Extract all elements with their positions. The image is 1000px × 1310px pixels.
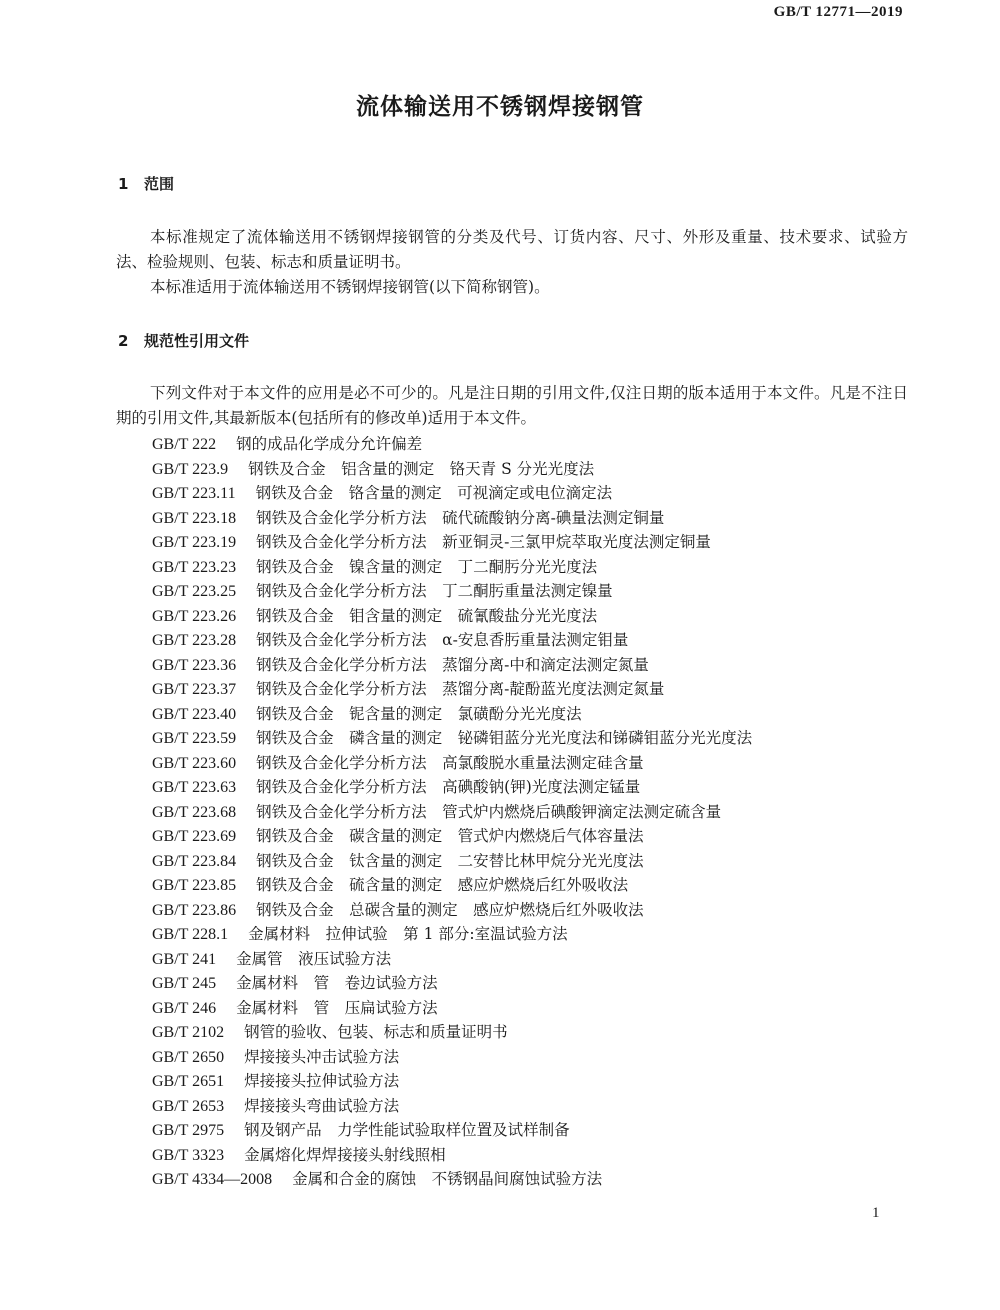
reference-title: 金属材料 拉伸试验 第 1 部分:室温试验方法 [248, 925, 568, 943]
reference-item [152, 628, 752, 653]
section-1-paragraph-2: 本标准适用于流体输送用不锈钢焊接钢管(以下简称钢管)。 [150, 278, 550, 296]
reference-title: 钢铁及合金化学分析方法 α-安息香肟重量法测定钼量 [256, 631, 629, 649]
reference-code: GB/T 223.19 [152, 534, 237, 551]
reference-item [152, 800, 752, 825]
reference-title: 钢铁及合金化学分析方法 丁二酮肟重量法测定镍量 [256, 582, 613, 600]
reference-item [152, 971, 752, 996]
reference-title: 焊接接头冲击试验方法 [244, 1047, 400, 1066]
reference-code: GB/T 223.59 [152, 730, 237, 747]
reference-item [152, 1143, 752, 1168]
reference-code: GB/T 4334—2008 [152, 1171, 273, 1188]
reference-title: 钢铁及合金 硫含量的测定 感应炉燃烧后红外吸收法 [256, 876, 629, 894]
reference-item [152, 996, 752, 1021]
reference-code: GB/T 223.26 [152, 607, 237, 625]
reference-item [152, 1045, 752, 1070]
reference-code: GB/T 223.86 [152, 901, 237, 919]
reference-code: GB/T 223.37 [152, 681, 237, 698]
reference-code: GB/T 223.11 [152, 485, 236, 502]
reference-item [152, 922, 752, 947]
reference-item [152, 555, 752, 580]
reference-title: 金属熔化焊焊接接头射线照相 [244, 1145, 446, 1164]
reference-item [152, 653, 752, 678]
reference-title: 钢铁及合金 铬含量的测定 可视滴定或电位滴定法 [255, 484, 613, 502]
reference-item [152, 604, 752, 629]
reference-code: GB/T 3323 [152, 1146, 225, 1164]
reference-code: GB/T 223.9 [152, 460, 229, 478]
section-1-heading [118, 173, 174, 194]
reference-title: 钢铁及合金化学分析方法 高氯酸脱水重量法测定硅含量 [256, 753, 644, 772]
reference-item [152, 824, 752, 849]
reference-code: GB/T 223.68 [152, 803, 237, 821]
reference-code: GB/T 223.69 [152, 828, 237, 845]
reference-code: GB/T 245 [152, 975, 217, 992]
reference-title: 钢铁及合金 磷含量的测定 铋磷钼蓝分光光度法和锑磷钼蓝分光光度法 [256, 729, 753, 747]
reference-code: GB/T 2651 [152, 1073, 225, 1090]
reference-item [152, 530, 752, 555]
reference-code: GB/T 223.36 [152, 656, 237, 674]
reference-item [152, 947, 752, 972]
reference-item [152, 751, 752, 776]
page-number: 1 [872, 1205, 880, 1221]
reference-code: GB/T 223.60 [152, 754, 237, 772]
section-number: 2 [118, 332, 129, 350]
reference-title: 钢铁及合金 镍含量的测定 丁二酮肟分光光度法 [256, 557, 598, 576]
reference-title: 金属管 液压试验方法 [236, 949, 392, 968]
reference-title: 钢铁及合金化学分析方法 高碘酸钠(钾)光度法测定锰量 [256, 778, 641, 796]
reference-item [152, 1118, 752, 1143]
normative-references-list [152, 432, 752, 1192]
reference-item [152, 873, 752, 898]
reference-code: GB/T 223.23 [152, 558, 237, 576]
reference-item [152, 481, 752, 506]
reference-item [152, 457, 752, 482]
reference-code: GB/T 2975 [152, 1122, 225, 1139]
reference-item [152, 506, 752, 531]
reference-title: 金属材料 管 压扁试验方法 [236, 998, 438, 1017]
section-number: 1 [118, 175, 129, 193]
reference-item [152, 726, 752, 751]
reference-item [152, 1020, 752, 1045]
reference-title: 金属和合金的腐蚀 不锈钢晶间腐蚀试验方法 [292, 1170, 603, 1188]
reference-item [152, 1094, 752, 1119]
reference-title: 钢铁及合金 铌含量的测定 氯磺酚分光光度法 [256, 704, 582, 723]
reference-title: 焊接接头弯曲试验方法 [244, 1096, 400, 1115]
reference-code: GB/T 241 [152, 950, 217, 968]
reference-code: GB/T 223.18 [152, 509, 237, 527]
reference-item [152, 898, 752, 923]
reference-item [152, 849, 752, 874]
reference-item [152, 432, 752, 457]
reference-title: 钢铁及合金 铝含量的测定 铬天青 S 分光光度法 [248, 459, 595, 478]
reference-code: GB/T 246 [152, 999, 217, 1017]
section-2-paragraph-1: 下列文件对于本文件的应用是必不可少的。凡是注日期的引用文件,仅注日期的版本适用于本文件。凡是不注日期的引用文件,其最新版本(包括所有的修改单)适用于本文件。 [116, 384, 908, 427]
reference-code: GB/T 2653 [152, 1097, 225, 1115]
reference-title: 钢铁及合金化学分析方法 硫代硫酸钠分离-碘量法测定铜量 [256, 508, 665, 527]
reference-title: 钢管的验收、包装、标志和质量证明书 [244, 1023, 508, 1041]
reference-item [152, 677, 752, 702]
reference-code: GB/T 2650 [152, 1048, 225, 1066]
reference-title: 钢及钢产品 力学性能试验取样位置及试样制备 [244, 1121, 570, 1139]
reference-code: GB/T 223.40 [152, 705, 237, 723]
reference-code: GB/T 223.28 [152, 632, 237, 649]
reference-code: GB/T 2102 [152, 1024, 225, 1041]
section-1-paragraph-1: 本标准规定了流体输送用不锈钢焊接钢管的分类及代号、订货内容、尺寸、外形及重量、技术要求、试验方法、检验规则、包装、标志和质量证明书。 [116, 228, 908, 271]
section-title: 范围 [144, 175, 175, 193]
section-title: 规范性引用文件 [144, 332, 250, 350]
reference-title: 钢铁及合金化学分析方法 蒸馏分离-靛酚蓝光度法测定氮量 [256, 680, 665, 698]
reference-code: GB/T 228.1 [152, 926, 229, 943]
reference-code: GB/T 223.25 [152, 583, 237, 600]
section-2-heading [118, 330, 249, 351]
reference-title: 钢铁及合金 碳含量的测定 管式炉内燃烧后气体容量法 [256, 827, 644, 845]
reference-item [152, 1167, 752, 1192]
reference-code: GB/T 222 [152, 436, 217, 453]
reference-title: 钢铁及合金 钛含量的测定 二安替比林甲烷分光光度法 [256, 851, 644, 870]
reference-item [152, 1069, 752, 1094]
reference-title: 钢铁及合金 总碳含量的测定 感应炉燃烧后红外吸收法 [256, 900, 644, 919]
reference-title: 钢铁及合金化学分析方法 新亚铜灵-三氯甲烷萃取光度法测定铜量 [256, 533, 711, 551]
standard-code: GB/T 12771—2019 [773, 4, 903, 20]
reference-title: 钢的成品化学成分允许偏差 [236, 435, 423, 453]
reference-item [152, 579, 752, 604]
reference-code: GB/T 223.85 [152, 877, 237, 894]
reference-code: GB/T 223.84 [152, 852, 237, 870]
document-title: 流体输送用不锈钢焊接钢管 [356, 94, 644, 120]
reference-code: GB/T 223.63 [152, 779, 237, 796]
reference-title: 钢铁及合金化学分析方法 管式炉内燃烧后碘酸钾滴定法测定硫含量 [256, 802, 722, 821]
reference-item [152, 775, 752, 800]
reference-item [152, 702, 752, 727]
reference-title: 钢铁及合金化学分析方法 蒸馏分离-中和滴定法测定氮量 [256, 655, 649, 674]
reference-title: 焊接接头拉伸试验方法 [244, 1072, 400, 1090]
reference-title: 钢铁及合金 钼含量的测定 硫氰酸盐分光光度法 [256, 606, 598, 625]
reference-title: 金属材料 管 卷边试验方法 [236, 974, 438, 992]
